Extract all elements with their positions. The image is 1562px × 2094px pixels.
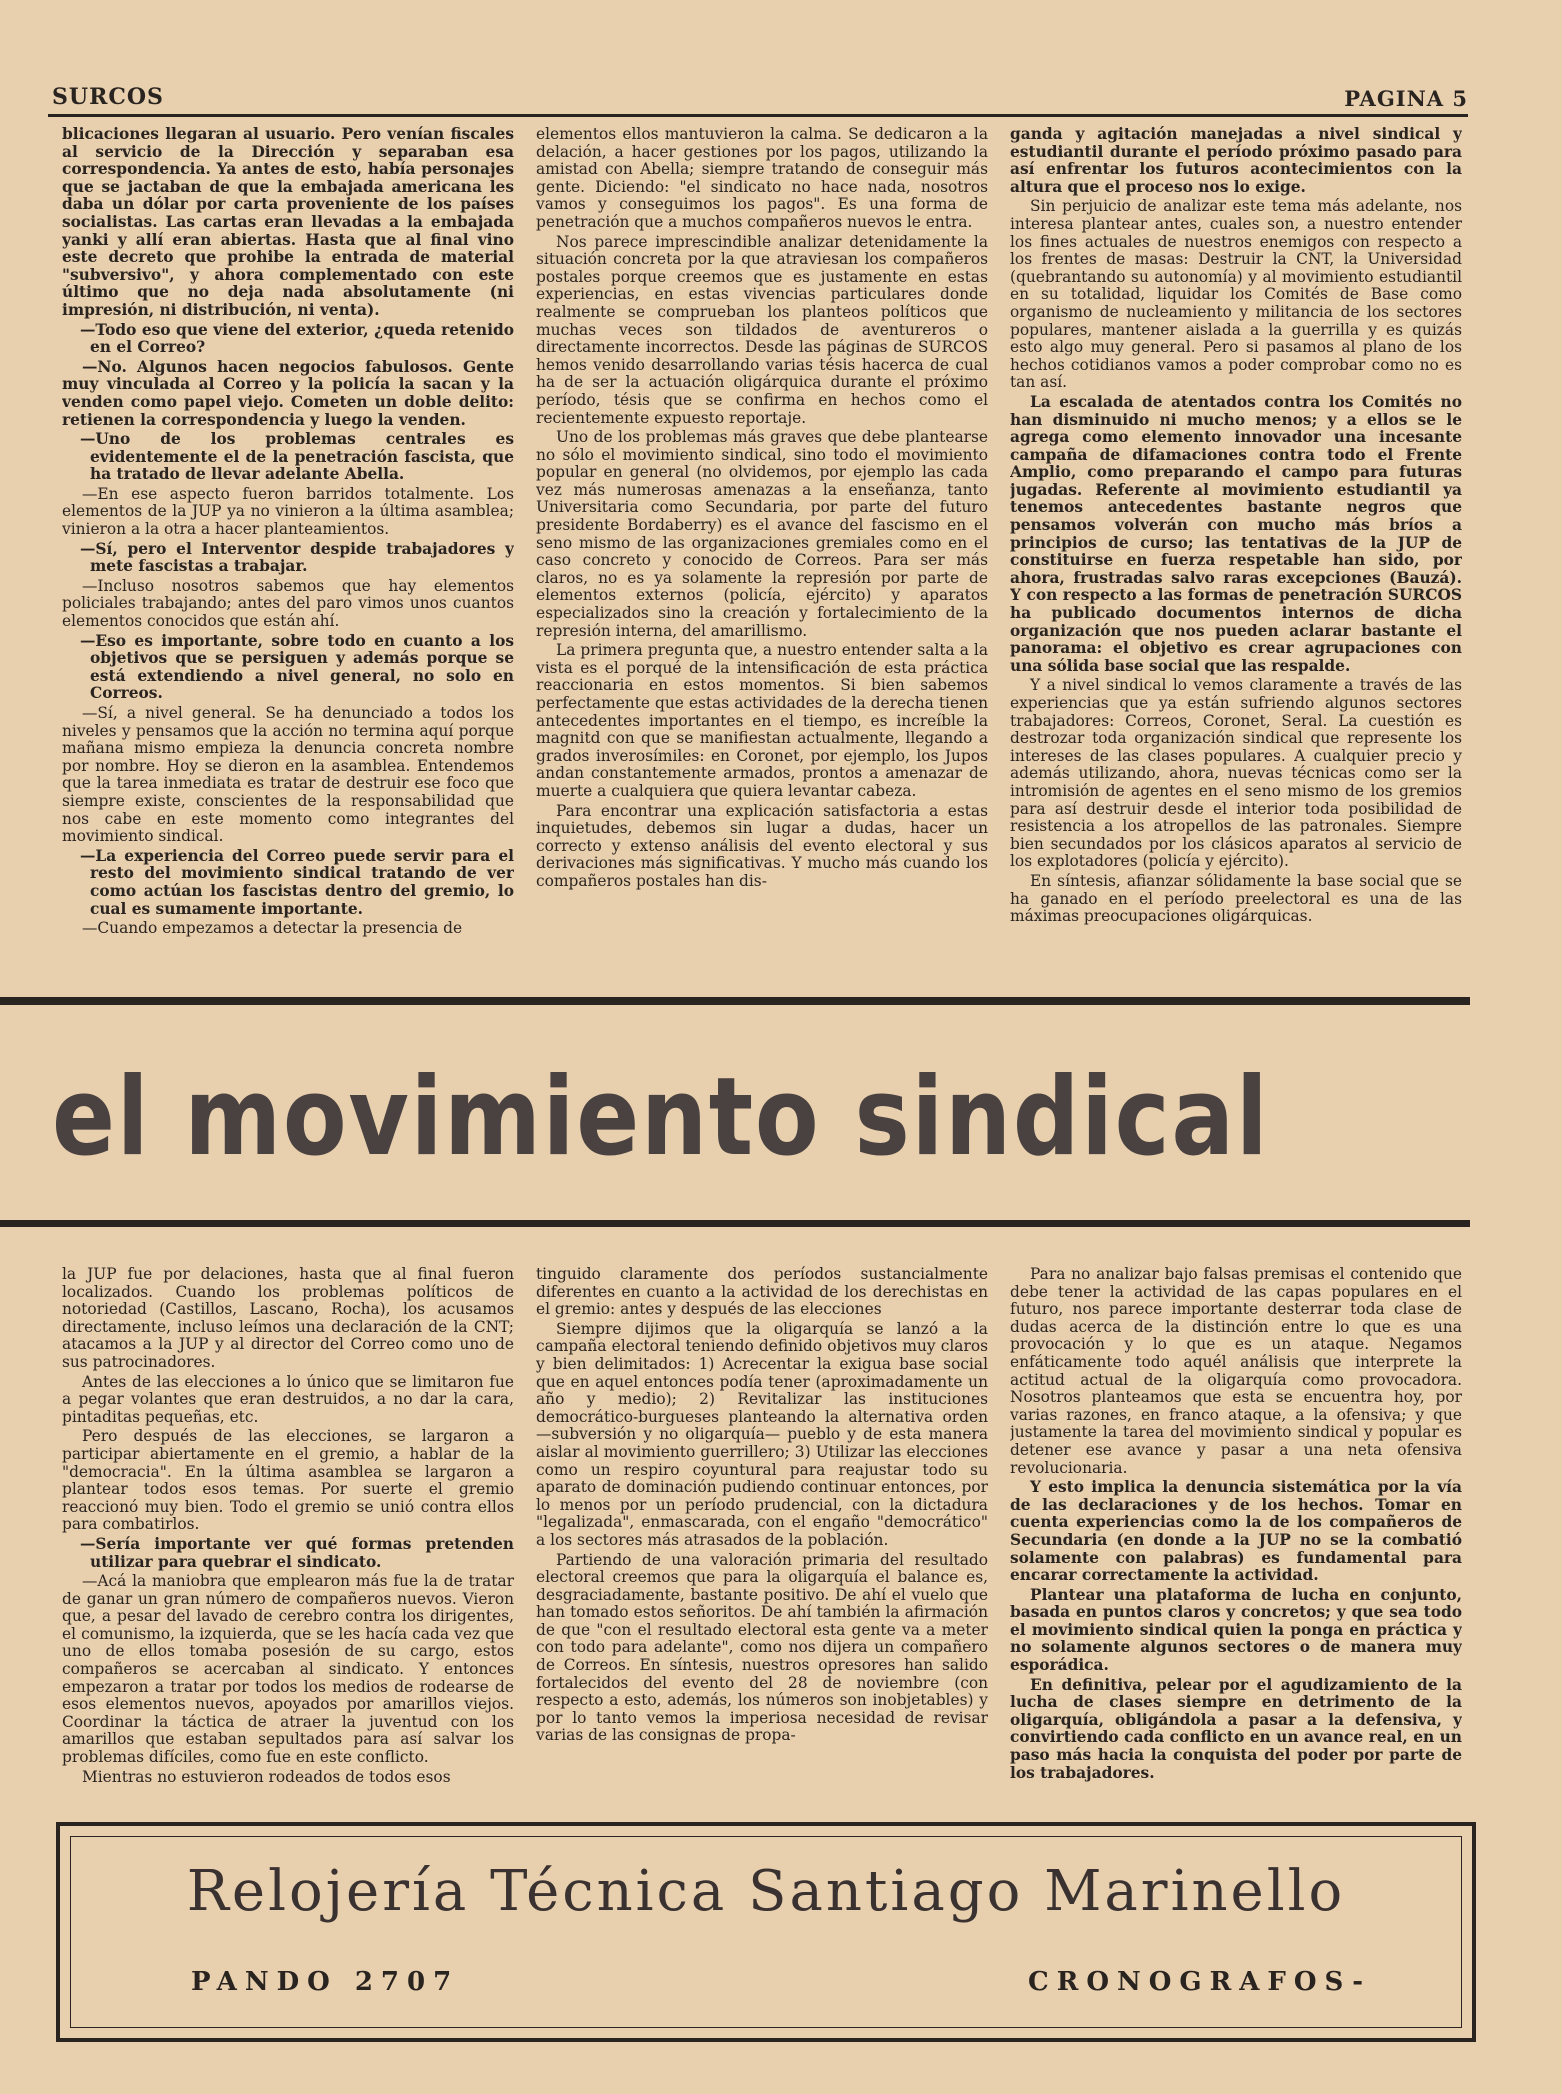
paragraph: Uno de los problemas más graves que debe plantearse no sólo el movimiento sindical, sino todo el movimiento popular en general (no olvidemos, por ejemplo las cada vez más numerosas amenazas a la enseñanza, tanto Universitaria como Secundaria, por parte del futuro presidente Bordaberry) es el avance del fascismo en el seno mismo de las organizaciones gremiales como en el caso concreto y conocido de Correos. Para ser más claros, no es ya solamente la represión por parte de elementos externos (policía, ejército) y aparatos especializados sino la creación y fortalecimiento de la represión interna, del amarillismo. xyxy=(536,428,988,640)
paragraph: —Uno de los problemas centrales es evidentemente el de la penetración fascista, que ha tratado de llevar adelante Abella. xyxy=(80,430,514,484)
paragraph: Para no analizar bajo falsas premisas el contenido que debe tener la actividad de las capas populares en el futuro, nos parece importante desterrar toda clase de dudas acerca de la distinción entre lo que es una provocación y lo que es un ataque. Negamos enfáticamente todo aquél análisis que interprete la actitud actual de la oligarquía como provocadora. Nosotros planteamos que esta se encuentra hoy, por varias razones, en franco ataque, a la ofensiva; y que justamente la tarea del movimiento sindical y popular es detener ese avance y pasar a una neta ofensiva revolucionaria. xyxy=(1010,1266,1462,1477)
paragraph: —Sí, a nivel general. Se ha denunciado a todos los niveles y pensamos que la acción no termina aquí porque mañana mismo empieza la denuncia concreta nombre por nombre. Hoy se dieron en la asamblea. Entendemos que la tarea inmediata es tratar de destruir ese foco que siempre existe, conscientes de la responsabilidad que nos cabe en este momento como integrantes del movimiento sindical. xyxy=(62,704,514,846)
advertisement-service: CRONOGRAFOS- xyxy=(1028,1967,1371,1997)
paragraph: La primera pregunta que, a nuestro entender salta a la vista es el porqué de la intensificación de esta práctica reaccionaria en estos momentos. Si bien sabemos perfectamente que estas actividades de la derecha tienen antecedentes importantes en el tiempo, es increíble la magnitd con que se manifiestan actualmente, llegando a grados inverosímiles: en Coronet, por ejemplo, los Jupos andan constantemente armados, prontos a amenazar de muerte a cualquiera que quiera levantar cabeza. xyxy=(536,641,988,800)
paragraph: Para encontrar una explicación satisfactoria a estas inquietudes, debemos sin lugar a dudas, hacer un correcto y extenso análisis del evento electoral y sus derivaciones más significativas. Y mucho más cuando los compañeros postales han dis- xyxy=(536,801,988,890)
top-column-3 xyxy=(1010,126,1462,968)
headline-top-rule xyxy=(0,997,1470,1005)
paragraph: La escalada de atentados contra los Comités no han disminuido ni mucho menos; y a ellos se le agrega como elemento innovador una incesante campaña de difamaciones contra todo el Frente Amplio, como preparando el campo para futuras jugadas. Referente al movimiento estudiantil ya tenemos antecedentes bastante negros que pensamos volverán con mucho más bríos a principios de curso; las tentativas de la JUP de constituirse en fuerza respetable han sido, por ahora, frustradas salvo raras excepciones (Bauzá). Y con respecto a las formas de penetración SURCOS ha publicado documentos internos de dicha organización que nos pueden aclarar bastante el panorama: el objetivo es crear agrupaciones con una sólida base social que las respalde. xyxy=(1010,392,1462,675)
section-headline: el movimiento sindical xyxy=(52,1055,1270,1180)
publication-name: SURCOS xyxy=(52,84,164,110)
paragraph: —La experiencia del Correo puede servir para el resto del movimiento sindical tratando de ver como actúan los fascistas dentro del gremio, lo cual es sumamente importante. xyxy=(80,846,514,918)
paragraph: tinguido claramente dos períodos sustancialmente diferentes en cuanto a la actividad de los derechistas en el gremio: antes y después de las elecciones xyxy=(536,1266,988,1319)
paragraph: —Cuando empezamos a detectar la presencia de xyxy=(82,919,463,938)
advertisement-inner-border xyxy=(70,1836,1462,2028)
paragraph: Y a nivel sindical lo vemos claramente a través de las experiencias que ya están sufriendo algunos sectores trabajadores: Correos, Coronet, Seral. La cuestión es destrozar toda organización sindical que represente los intereses de las clases populares. A cualquier precio y además utilizando, ahora, nuevas técnicas como ser la intromisión de agentes en el seno mismo de los gremios para así destruir desde el interior toda posibilidad de resistencia a los atropellos de las patronales. Siempre bien secundados por los clásicos aparatos al servicio de los explotadores (policía y ejército). xyxy=(1010,676,1462,871)
bottom-column-2 xyxy=(536,1266,988,1790)
bottom-column-1 xyxy=(62,1266,514,1790)
paragraph: —Acá la maniobra que emplearon más fue la de tratar de ganar un gran número de compañeros nuevos. Vieron que, a pesar del lavado de cerebro contra los dirigentes, el comunismo, la izquierda, que se les hacía cada vez que uno de ellos tomaba posesión de su cargo, estos compañeros se acercaban al sindicato. Y entonces empezaron a tratar por todos los medios de rodearse de esos elementos nuevos, apoyados por amarillos viejos. Coordinar la táctica de atraer la juventud con los amarillos que estaban sepultados para así salvar los problemas difíciles, como fue en este conflicto. xyxy=(62,1572,514,1767)
paragraph: Plantear una plataforma de lucha en conjunto, basada en puntos claros y concretos; y que sea todo el movimiento sindical quien la ponga en práctica y no solamente algunos sectores o de manera muy esporádica. xyxy=(1010,1585,1462,1675)
paragraph: Antes de las elecciones a lo único que se limitaron fue a pegar volantes que eran destruidos, a no dar la cara, pintaditas pequeñas, etc. xyxy=(62,1372,514,1426)
paragraph: ganda y agitación manejadas a nivel sindical y estudiantil durante el período próximo pasado para así enfrentar los futuros acontecimientos con la altura que el proceso nos lo exige. xyxy=(1010,126,1462,196)
headline-bottom-rule xyxy=(0,1220,1470,1227)
paragraph: Nos parece imprescindible analizar detenidamente la situación concreta por la que atraviesan los compañeros postales porque creemos que es justamente en estas experiencias, en estas vivencias particulares donde realmente se comprueban los planteos políticos que muchas veces son tildados de aventureros o directamente incorrectos. Desde las páginas de SURCOS hemos venido desarrollando varias tésis hacerca de cual ha de ser la actuación oligárquica durante el próximo período, tésis que se confirma en hechos como el recientemente expuesto reportaje. xyxy=(536,232,988,427)
paragraph: Pero después de las elecciones, se largaron a participar abiertamente en el gremio, a hablar de la "democracia". En la última asamblea se largaron a plantear todos esos temas. Por suerte el gremio reaccionó muy bien. Todo el gremio se unió contra ellos para combatirlos. xyxy=(62,1427,514,1534)
paragraph: la JUP fue por delaciones, hasta que al final fueron localizados. Cuando los problemas políticos de notoriedad (Castillos, Lascano, Rocha), los acusamos directamente, incluso leímos una declaración de la CNT; atacamos a la JUP y al director del Correo como uno de sus patrocinadores. xyxy=(62,1266,514,1371)
paragraph: Siempre dijimos que la oligarquía se lanzó a la campaña electoral teniendo definido objetivos muy claros y bien delimitados: 1) Acrecentar la exigua base social que en aquel entonces podía tener (aproximadamente un año y medio); 2) Revitalizar las instituciones democrático-burgueses planteando la alternativa orden —subversión y no oligarquía— pueblo y de esta manera aislar al movimiento guerrillero; 3) Utilizar las elecciones como un respiro coyuntural para reajustar todo su aparato de dominación pudiendo continuar entonces, por lo menos por un período prudencial, con la dictadura "legalizada", enmascarada, con el engaño "democrático" a los sectores más atrasados de la población. xyxy=(536,1319,988,1549)
paragraph: En síntesis, afianzar sólidamente la base social que se ha ganado en el período preelectoral es una de las máximas preocupaciones oligárquicas. xyxy=(1010,871,1462,926)
paragraph: elementos ellos mantuvieron la calma. Se dedicaron a la delación, a hacer gestiones por los pagos, utilizando la amistad con Abella; siempre tratando de conseguir más gente. Diciendo: "el sindicato no hace nada, nosotros vamos y conseguimos los pagos". Es una forma de penetración que a muchos compañeros nuevos le entra. xyxy=(536,126,988,231)
advertisement-address: PANDO 2707 xyxy=(191,1967,460,1997)
paragraph: Mientras no estuvieron rodeados de todos esos xyxy=(82,1767,451,1786)
paragraph: blicaciones llegaran al usuario. Pero venían fiscales al servicio de la Dirección y separaban esa correspondencia. Ya antes de esto, había personajes que se jactaban de que la embajada americana les daba un dólar por carta proveniente de los países socialistas. Las cartas eran llevadas a la embajada yanki y allí eran abiertas. Hasta que al final vino este decreto que prohibe la entrada de material "subversivo", y ahora complementado con este último que no deja nada absolutamente (ni impresión, ni distribución, ni venta). xyxy=(62,126,514,319)
paragraph: Partiendo de una valoración primaria del resultado electoral creemos que para la oligarquía el balance es, desgraciadamente, bastante positivo. De ahí el vuelo que han tomado estos señoritos. De ahí también la afirmación de que "con el resultado electoral esta gente va a meter con todo para adelante", como nos dijera un compañero de Correos. En síntesis, nuestros opresores han salido fortalecidos del evento del 28 de noviembre (con respecto a esto, además, los números son inobjetables) y por lo tanto vemos la imperiosa necesidad de revisar varias de las consignas de propa- xyxy=(536,1550,988,1745)
top-column-2 xyxy=(536,126,988,968)
paragraph: —Sería importante ver qué formas pretenden utilizar para quebrar el sindicato. xyxy=(80,1534,514,1571)
paragraph: —Incluso nosotros sabemos que hay elementos policiales trabajando; antes del paro vimos unos cuantos elementos conocidos que están ahí. xyxy=(62,576,514,631)
paragraph: —Todo eso que viene del exterior, ¿queda retenido en el Correo? xyxy=(80,320,514,357)
paragraph: —Eso es importante, sobre todo en cuanto a los objetivos que se persiguen y además porque se está extendiendo a nivel general, no solo en Correos. xyxy=(80,631,514,703)
advertisement-title: Relojería Técnica Santiago Marinello xyxy=(186,1859,1346,1924)
paragraph: En definitiva, pelear por el agudizamiento de la lucha de clases siempre en detrimento de la oligarquía, obligándola a pasar a la defensiva, y convirtiendo cada conflicto en un avance real, en un paso más hacia la conquista del poder por parte de los trabajadores. xyxy=(1010,1675,1462,1782)
paragraph: —Sí, pero el Interventor despide trabajadores y mete fascistas a trabajar. xyxy=(80,539,514,576)
paragraph: —En ese aspecto fueron barridos totalmente. Los elementos de la JUP ya no vinieron a la última asamblea; vinieron a la otra a hacer planteamientos. xyxy=(62,484,514,539)
page-number: PAGINA 5 xyxy=(1344,86,1468,111)
advertisement-box xyxy=(56,1822,1476,2042)
paragraph: Sin perjuicio de analizar este tema más adelante, nos interesa plantear antes, cuales son, a nuestro entender los fines actuales de nuestros enemigos con respecto a los frentes de masas: Destruir la CNT, la Universidad (quebrantando su autonomía) y al movimiento estudiantil en su totalidad, liquidar los Comités de Base como organismo de nucleamiento y militancia de los sectores populares, mantener aislada a la guerrilla y es quizás esto algo muy general. Pero si pasamos al plano de los hechos cotidianos vamos a poder comprobar como no es tan así. xyxy=(1010,197,1462,392)
paragraph: —No. Algunos hacen negocios fabulosos. Gente muy vinculada al Correo y la policía la sacan y la venden como papel viejo. Cometen un doble delito: retienen la correspondencia y luego la venden. xyxy=(62,357,514,429)
paragraph: Y esto implica la denuncia sistemática por la vía de las declaraciones y de los hechos. Tomar en cuenta experiencias como la de los compañeros de Secundaria (en donde a la JUP no se la combatió solamente con palabras) es fundamental para encarar correctamente la actividad. xyxy=(1010,1478,1462,1585)
header-rule xyxy=(48,114,1468,117)
bottom-column-3 xyxy=(1010,1266,1462,1790)
top-column-1 xyxy=(62,126,514,968)
